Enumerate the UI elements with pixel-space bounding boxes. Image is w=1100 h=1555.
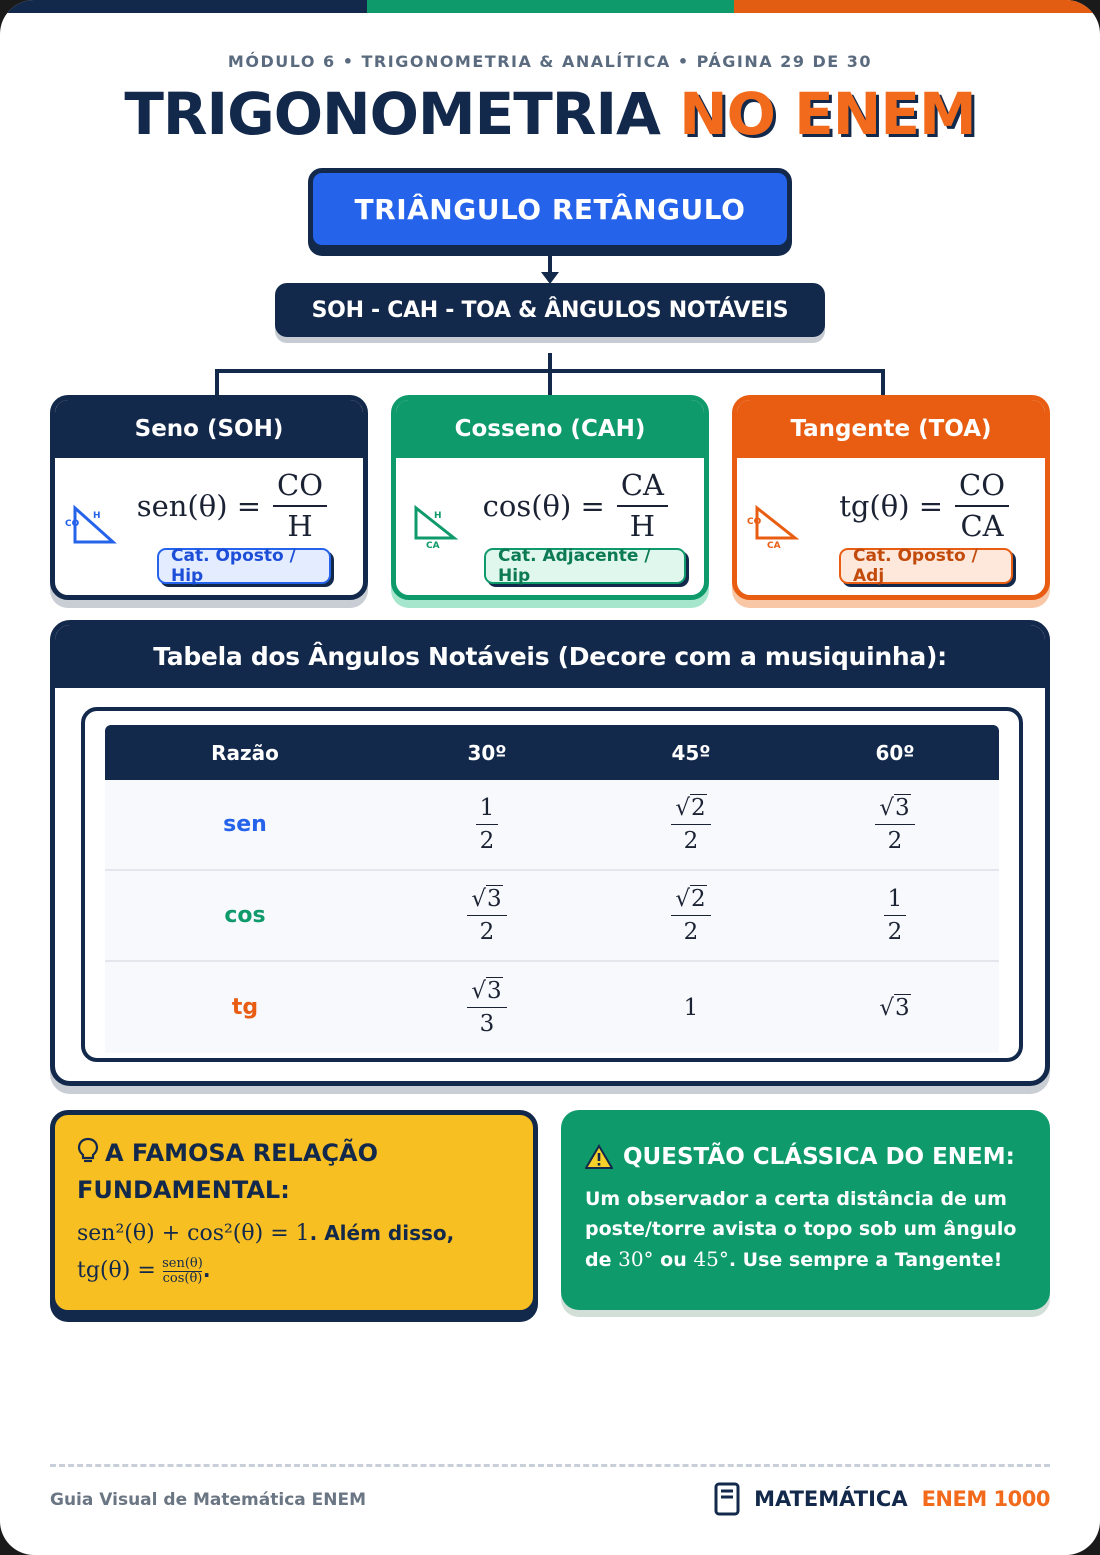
table-row bbox=[105, 962, 999, 1053]
angle-value: 30° bbox=[618, 1247, 654, 1271]
note-title bbox=[77, 1135, 517, 1209]
formula-lhs: sen(θ) = bbox=[136, 489, 262, 523]
connector-right bbox=[881, 369, 885, 397]
svg-text:CA: CA bbox=[426, 541, 440, 548]
table-fraction: $\frac{1}{2}$ bbox=[476, 796, 499, 853]
table-row bbox=[105, 871, 999, 962]
formula-numerator: CO bbox=[959, 468, 1005, 502]
table-title: Tabela dos Ângulos Notáveis (Decore com a musiquinha): bbox=[55, 625, 1045, 688]
card-title: Cosseno (CAH) bbox=[396, 400, 704, 458]
formula-fraction bbox=[617, 468, 668, 543]
title-main: TRIGONOMETRIA bbox=[124, 80, 660, 148]
table-cell bbox=[793, 887, 997, 944]
card-title: Tangente (TOA) bbox=[737, 400, 1045, 458]
triangle-icon bbox=[63, 502, 117, 548]
card-title: Seno (SOH) bbox=[55, 400, 363, 458]
table-cell bbox=[589, 995, 793, 1021]
formula-fraction bbox=[955, 468, 1009, 543]
svg-text:CA: CA bbox=[767, 541, 781, 548]
table-cell bbox=[589, 887, 793, 944]
lightbulb-icon bbox=[77, 1137, 99, 1165]
table-fraction: $\frac{√2}{2}$ bbox=[671, 796, 710, 853]
note-title-text: QUESTÃO CLÁSSICA DO ENEM: bbox=[623, 1144, 1015, 1170]
top-stripe-green bbox=[367, 0, 734, 13]
footer-divider bbox=[50, 1464, 1050, 1467]
table-cell bbox=[793, 995, 997, 1021]
page-title bbox=[0, 80, 1100, 148]
hero-label: TRIÂNGULO RETÂNGULO bbox=[354, 192, 746, 226]
identity-formula: sen²(θ) + cos²(θ) = 1 bbox=[77, 1221, 310, 1246]
footer-left-text: Guia Visual de Matemática ENEM bbox=[50, 1490, 367, 1510]
table-row bbox=[105, 780, 999, 871]
card-seno bbox=[50, 395, 368, 600]
table-fraction: $\frac{1}{2}$ bbox=[884, 887, 907, 944]
table-header-row bbox=[105, 725, 999, 780]
warning-icon bbox=[585, 1144, 613, 1170]
angles-table bbox=[105, 725, 999, 1053]
formula-lhs: cos(θ) = bbox=[482, 489, 605, 523]
triangle-icon bbox=[745, 502, 799, 548]
note-title-text: A FAMOSA RELAÇÃO FUNDAMENTAL: bbox=[77, 1139, 378, 1204]
svg-text:CO: CO bbox=[747, 517, 762, 527]
formula-numerator: CA bbox=[620, 468, 664, 502]
table-header-cell: 60º bbox=[875, 740, 915, 765]
card-tangente bbox=[732, 395, 1050, 600]
enem-question-note bbox=[561, 1110, 1050, 1310]
svg-text:CO: CO bbox=[65, 519, 80, 529]
tg-formula-fraction bbox=[162, 1257, 203, 1287]
table-row-label: sen bbox=[223, 812, 267, 837]
angles-table-card bbox=[50, 620, 1050, 1086]
formula-denominator: H bbox=[617, 505, 668, 541]
tg-formula-den: cos(θ) bbox=[162, 1271, 203, 1286]
svg-text:H: H bbox=[434, 511, 442, 521]
book-icon bbox=[714, 1482, 740, 1516]
tg-formula-lhs: tg(θ) = bbox=[77, 1258, 156, 1283]
formula-tangente bbox=[839, 466, 1009, 546]
subheader-box bbox=[275, 283, 825, 337]
note-body bbox=[585, 1184, 1030, 1275]
triangle-icon bbox=[404, 502, 458, 548]
table-fraction: $\frac{√2}{2}$ bbox=[671, 887, 710, 944]
card-pill: Cat. Oposto / Adj bbox=[839, 548, 1013, 584]
formula-lhs: tg(θ) = bbox=[839, 489, 944, 523]
note-body-text: . Além disso, bbox=[309, 1221, 455, 1245]
connector-hero-down bbox=[548, 250, 552, 274]
table-cell bbox=[385, 887, 589, 944]
svg-text:H: H bbox=[93, 511, 101, 521]
card-pill: Cat. Oposto / Hip bbox=[157, 548, 331, 584]
connector-sub-down bbox=[548, 353, 552, 397]
table-cell bbox=[385, 979, 589, 1036]
table-value: 1 bbox=[683, 994, 699, 1021]
table-cell bbox=[793, 796, 997, 853]
table-cell bbox=[589, 796, 793, 853]
table-header-cell: 45º bbox=[671, 740, 711, 765]
formula-numerator: CO bbox=[277, 468, 323, 502]
note-title bbox=[585, 1144, 1035, 1170]
table-frame bbox=[81, 707, 1023, 1062]
note-body-text: Um observador a certa distância de um poste/torre avista o topo sob um ângulo de bbox=[585, 1188, 1017, 1271]
title-accent: NO ENEM bbox=[679, 80, 976, 148]
footer-brand-name: MATEMÁTICA bbox=[754, 1487, 908, 1511]
note-body: sen²(θ) + cos²(θ) = 1. Além disso, tg(θ) = sen(θ) cos(θ) . bbox=[77, 1221, 455, 1286]
formula-seno bbox=[137, 466, 327, 546]
note-body-text: . Use sempre a Tangente! bbox=[728, 1249, 1003, 1271]
hero-box bbox=[308, 168, 792, 250]
table-value: √3 bbox=[879, 994, 910, 1021]
tg-formula-num: sen(θ) bbox=[162, 1255, 203, 1271]
top-stripe-orange bbox=[734, 0, 1100, 13]
note-body-text: ou bbox=[653, 1249, 694, 1271]
table-fraction: $\frac{√3}{3}$ bbox=[467, 979, 506, 1036]
table-header-cell: Razão bbox=[211, 740, 279, 765]
footer-brand-accent: ENEM 1000 bbox=[921, 1487, 1050, 1511]
formula-denominator: H bbox=[273, 505, 327, 541]
table-fraction: $\frac{√3}{2}$ bbox=[875, 796, 914, 853]
card-cosseno bbox=[391, 395, 709, 600]
page-subtitle: MÓDULO 6 • TRIGONOMETRIA & ANALÍTICA • PÁGINA 29 DE 30 bbox=[227, 52, 873, 71]
top-stripe-navy bbox=[0, 0, 367, 13]
fundamental-relation-note bbox=[50, 1110, 538, 1315]
formula-cosseno bbox=[483, 466, 668, 546]
table-cell bbox=[385, 796, 589, 853]
card-pill: Cat. Adjacente / Hip bbox=[484, 548, 686, 584]
formula-denominator: CA bbox=[955, 505, 1009, 541]
table-row-label: tg bbox=[231, 995, 259, 1020]
formula-fraction bbox=[273, 468, 327, 543]
table-fraction: $\frac{√3}{2}$ bbox=[467, 887, 506, 944]
connector-horizontal bbox=[215, 369, 885, 373]
table-header-cell: 30º bbox=[467, 740, 507, 765]
angle-value: 45° bbox=[693, 1247, 729, 1271]
footer-brand bbox=[714, 1482, 1050, 1516]
subheader-label: SOH - CAH - TOA & ÂNGULOS NOTÁVEIS bbox=[311, 297, 789, 323]
table-row-label: cos bbox=[224, 903, 266, 928]
connector-left bbox=[215, 369, 219, 397]
